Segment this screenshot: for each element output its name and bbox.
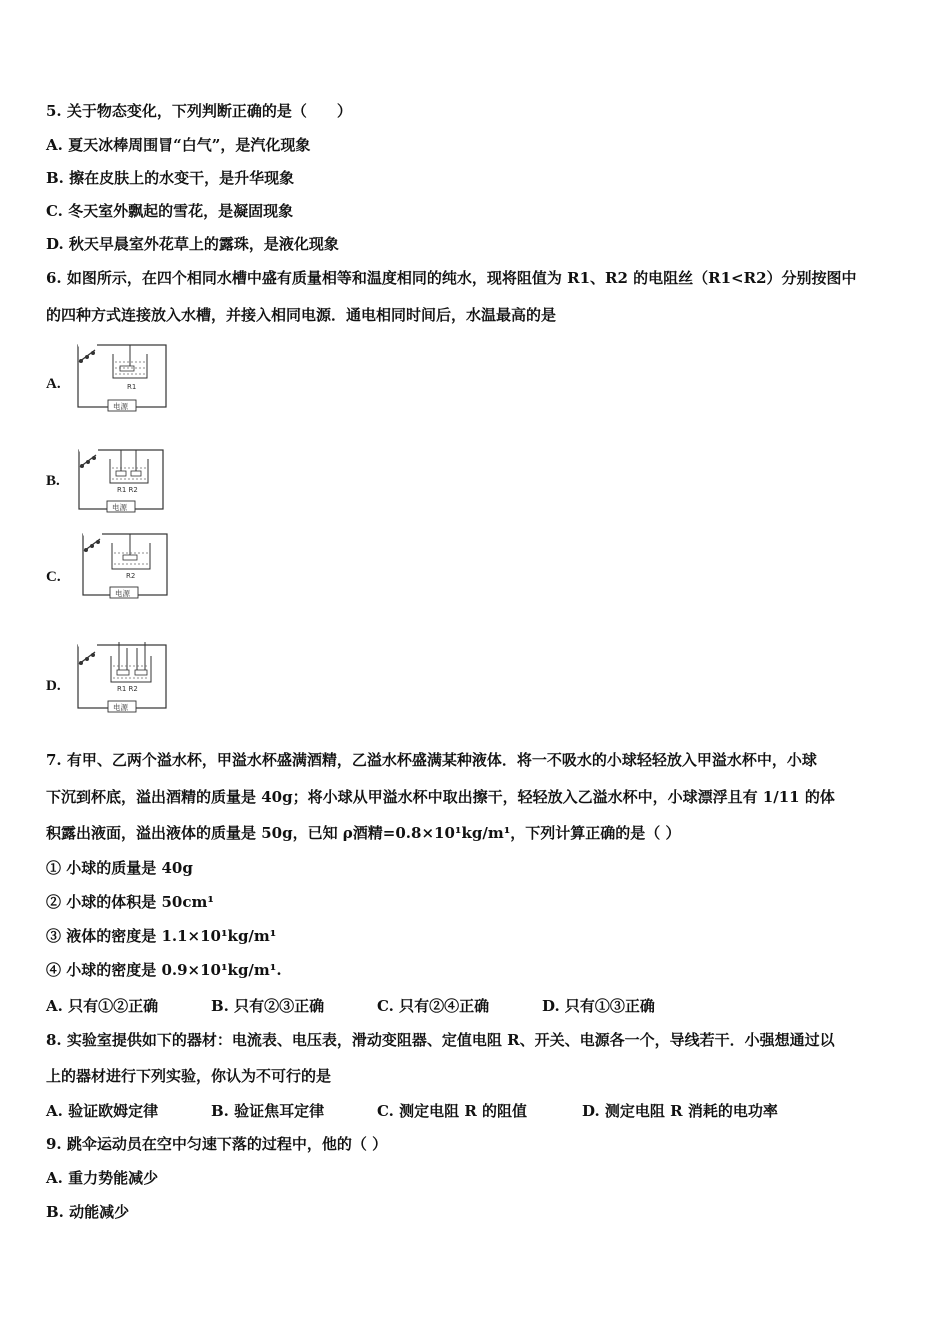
q6-figure-d-resistor-label: R1 R2 [117,685,138,693]
q5-option-a: A. 夏天冰棒周围冒“白气”，是汽化现象 [46,136,311,154]
q6-figure-a-resistor-label: R1 [127,383,137,391]
q7-option-b: B. 只有②③正确 [211,997,325,1015]
q5-option-b: B. 擦在皮肤上的水变干，是升华现象 [46,169,295,187]
q6-stem-line2: 的四种方式连接放入水槽，并接入相同电源．通电相同时间后，水温最高的是 [46,306,557,324]
q6-figure-a-circuit [75,342,170,412]
q8-line1: 8. 实验室提供如下的器材：电流表、电压表，滑动变阻器、定值电阻 R、开关、电源各一个，导线若干．小强想通过以 [46,1031,835,1049]
q6-figure-b-resistor-label: R1 R2 [117,486,138,494]
q7-line2: 下沉到杯底，溢出酒精的质量是 40g；将小球从甲溢水杯中取出擦干，轻轻放入乙溢水杯中，小球漂浮且有 1/11 的体 [46,788,835,806]
q7-statement-3: ③ 液体的密度是 1.1×10¹kg/m¹ [46,927,277,945]
q6-figure-c-circuit [80,531,170,599]
q6-figure-b-label: B. [46,473,60,489]
q7-line1: 7. 有甲、乙两个溢水杯，甲溢水杯盛满酒精，乙溢水杯盛满某种液体．将一不吸水的小球轻轻放入甲溢水杯中，小球 [46,751,817,769]
q6-stem-line1: 6. 如图所示，在四个相同水槽中盛有质量相等和温度相同的纯水，现将阻值为 R1、R2 的电阻丝（R1<R2）分别按图中 [46,269,857,287]
q7-line3: 积露出液面，溢出液体的质量是 50g，已知 ρ酒精=0.8×10¹kg/m¹，下列计算正确的是（ ） [46,824,681,842]
q8-option-c: C. 测定电阻 R 的阻值 [377,1102,528,1120]
q9-stem: 9. 跳伞运动员在空中匀速下落的过程中，他的（ ） [46,1135,388,1153]
q8-option-b: B. 验证焦耳定律 [211,1102,325,1120]
q7-option-d: D. 只有①③正确 [542,997,655,1015]
q6-figure-b-power-label: 电源 [112,503,127,512]
q5-stem: 5. 关于物态变化，下列判断正确的是（ ） [46,102,352,120]
q7-statement-1: ① 小球的质量是 40g [46,859,193,877]
q6-figure-c-resistor-label: R2 [126,572,136,580]
q8-option-d: D. 测定电阻 R 消耗的电功率 [582,1102,778,1120]
q7-statement-4: ④ 小球的密度是 0.9×10¹kg/m¹. [46,961,282,979]
q8-line2: 上的器材进行下列实验，你认为不可行的是 [46,1067,332,1085]
q8-option-a: A. 验证欧姆定律 [46,1102,159,1120]
q7-option-a: A. 只有①②正确 [46,997,159,1015]
q6-figure-a-label: A. [46,376,61,392]
q9-option-b: B. 动能减少 [46,1203,130,1221]
q6-figure-a-power-label: 电源 [113,402,128,411]
q6-figure-c-label: C. [46,569,61,585]
q6-figure-c-power-label: 电源 [115,589,130,598]
q6-figure-d-power-label: 电源 [113,703,128,712]
q5-option-d: D. 秋天早晨室外花草上的露珠，是液化现象 [46,235,339,253]
q6-figure-d-label: D. [46,678,61,694]
q9-option-a: A. 重力势能减少 [46,1169,159,1187]
q7-statement-2: ② 小球的体积是 50cm¹ [46,893,214,911]
q6-figure-b-circuit [76,447,166,513]
q6-figure-d-circuit [75,642,170,714]
q7-option-c: C. 只有②④正确 [377,997,490,1015]
q5-option-c: C. 冬天室外飘起的雪花，是凝固现象 [46,202,294,220]
